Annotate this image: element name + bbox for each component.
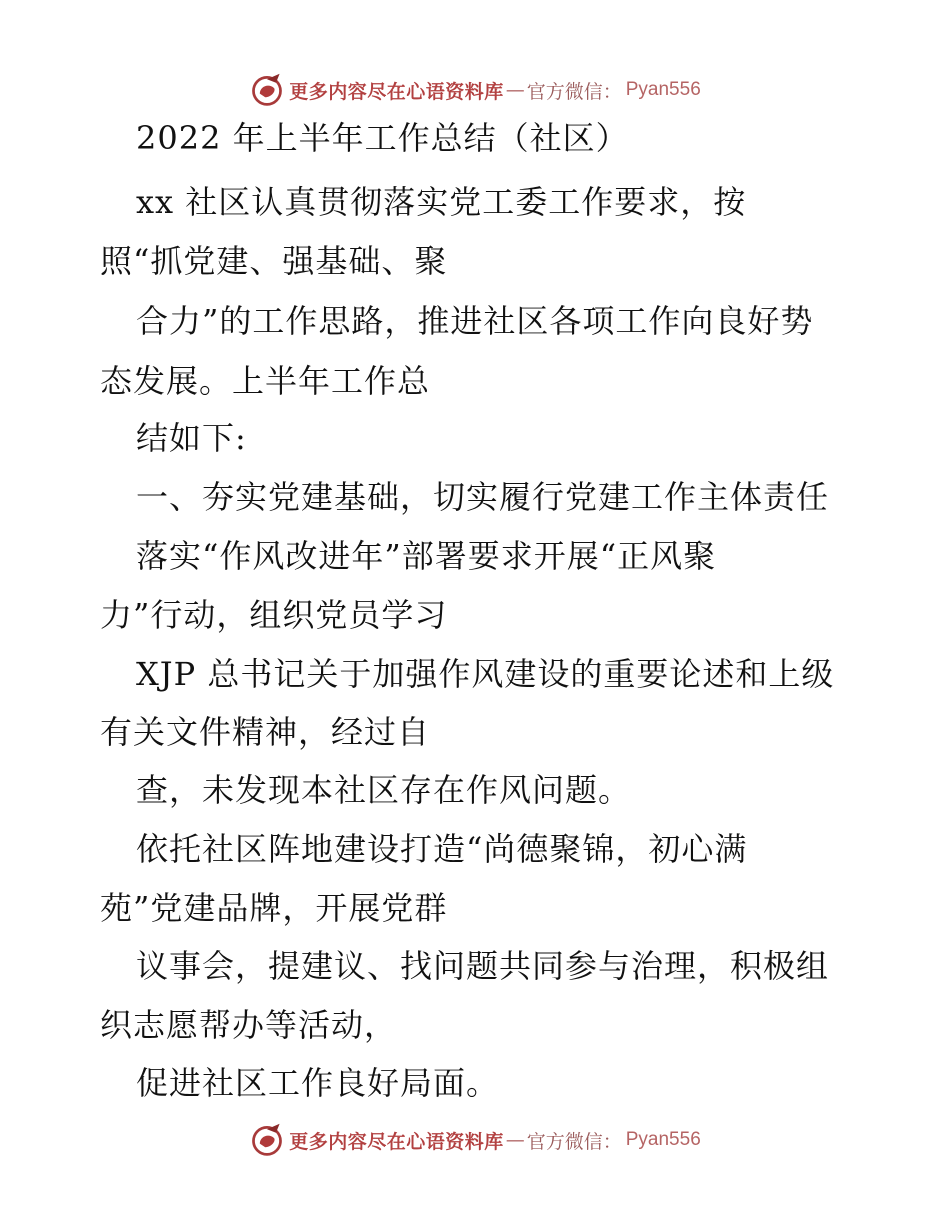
paragraph-line: 依托社区阵地建设打造“尚德聚锦，初心满 (136, 830, 748, 868)
paragraph-line: 苑”党建品牌，开展党群 (100, 889, 448, 927)
paragraph-line: 照“抓党建、强基础、聚 (100, 242, 448, 280)
paragraph-line: XJP 总书记关于加强作风建设的重要论述和上级 (136, 655, 835, 693)
paragraph-line: 结如下: (136, 419, 247, 457)
heart-pen-logo-icon (249, 72, 285, 108)
banner-separator: — (505, 1129, 525, 1151)
banner-brand-text: 更多内容尽在心语资料库 (289, 80, 504, 103)
paragraph-line: 促进社区工作良好局面。 (136, 1064, 500, 1102)
paragraph-line: 查，未发现本社区存在作风问题。 (136, 771, 632, 809)
banner-brand-text: 更多内容尽在心语资料库 (289, 1130, 504, 1153)
footer-banner (0, 1120, 950, 1160)
banner-wechat-id: Pyan556 (625, 1129, 701, 1150)
paragraph-line: 合力”的工作思路，推进社区各项工作向良好势 (136, 302, 814, 340)
paragraph-line: 议事会，提建议、找问题共同参与治理，积极组 (136, 947, 830, 985)
paragraph-line: 力”行动，组织党员学习 (100, 596, 448, 634)
banner-wechat-id: Pyan556 (625, 79, 701, 100)
paragraph-line: 织志愿帮办等活动， (100, 1006, 398, 1044)
paragraph-line: xx 社区认真贯彻落实党工委工作要求，按 (136, 183, 747, 221)
paragraph-line: 有关文件精神，经过自 (100, 713, 431, 751)
paragraph-line: 落实“作风改进年”部署要求开展“正风聚 (136, 537, 717, 575)
banner-official-label: 官方微信： (526, 1130, 622, 1153)
section-heading: 一、夯实党建基础，切实履行党建工作主体责任 (136, 478, 830, 516)
banner-official-label: 官方微信： (526, 80, 622, 103)
banner-separator: — (505, 79, 525, 101)
paragraph-line: 态发展。上半年工作总 (100, 362, 431, 400)
document-title: 2022 年上半年工作总结（社区） (136, 119, 629, 157)
header-banner (0, 70, 950, 110)
heart-pen-logo-icon (249, 1122, 285, 1158)
